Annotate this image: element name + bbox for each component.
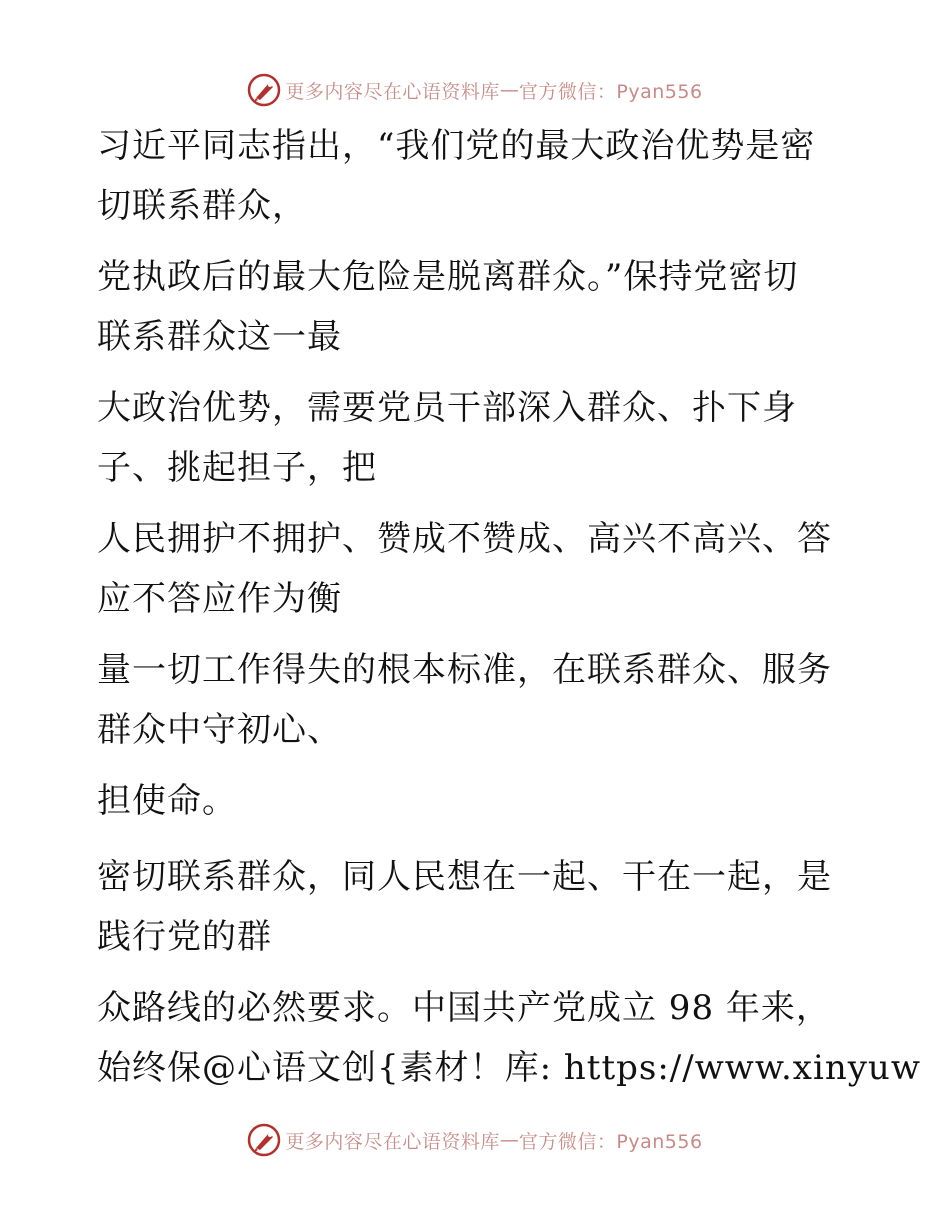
body-line: 众路线的必然要求。中国共产党成立 98 年来， [97,988,831,1028]
body-line: 应不答应作为衡 [97,579,342,619]
body-line: 联系群众这一最 [97,317,342,357]
body-line: 党执政后的最大危险是脱离群众。”保持党密切 [97,257,799,297]
pen-nib-logo-icon [247,1123,281,1157]
body-line: 切联系群众， [97,186,307,226]
footer-separator: — [499,1129,519,1151]
body-line: 担使命。 [97,781,237,821]
header-site-text: 更多内容尽在心语资料库 [285,80,500,103]
body-line: 密切联系群众，同人民想在一起、干在一起，是 [97,857,832,897]
pen-nib-logo-icon [247,73,281,107]
footer-wechat-text: 官方微信：Pyan556 [518,1130,703,1153]
body-line: 大政治优势，需要党员干部深入群众、扑下身 [97,388,797,428]
body-line: 人民拥护不拥护、赞成不赞成、高兴不高兴、答 [97,519,832,559]
body-line: 习近平同志指出，“我们党的最大政治优势是密 [97,126,816,166]
body-line: 量一切工作得失的根本标准，在联系群众、服务 [97,650,832,690]
body-line: 践行党的群 [97,917,272,957]
header-wechat-text: 官方微信：Pyan556 [518,80,703,103]
header-separator: — [499,79,519,101]
footer-watermark-banner [0,1118,950,1162]
body-line: 群众中守初心、 [97,710,342,750]
header-watermark-banner [0,68,950,112]
body-line: 子、挑起担子，把 [97,448,377,488]
body-line: 始终保@心语文创{素材！库: https://www.xinyuw [97,1048,921,1088]
footer-site-text: 更多内容尽在心语资料库 [285,1130,500,1153]
